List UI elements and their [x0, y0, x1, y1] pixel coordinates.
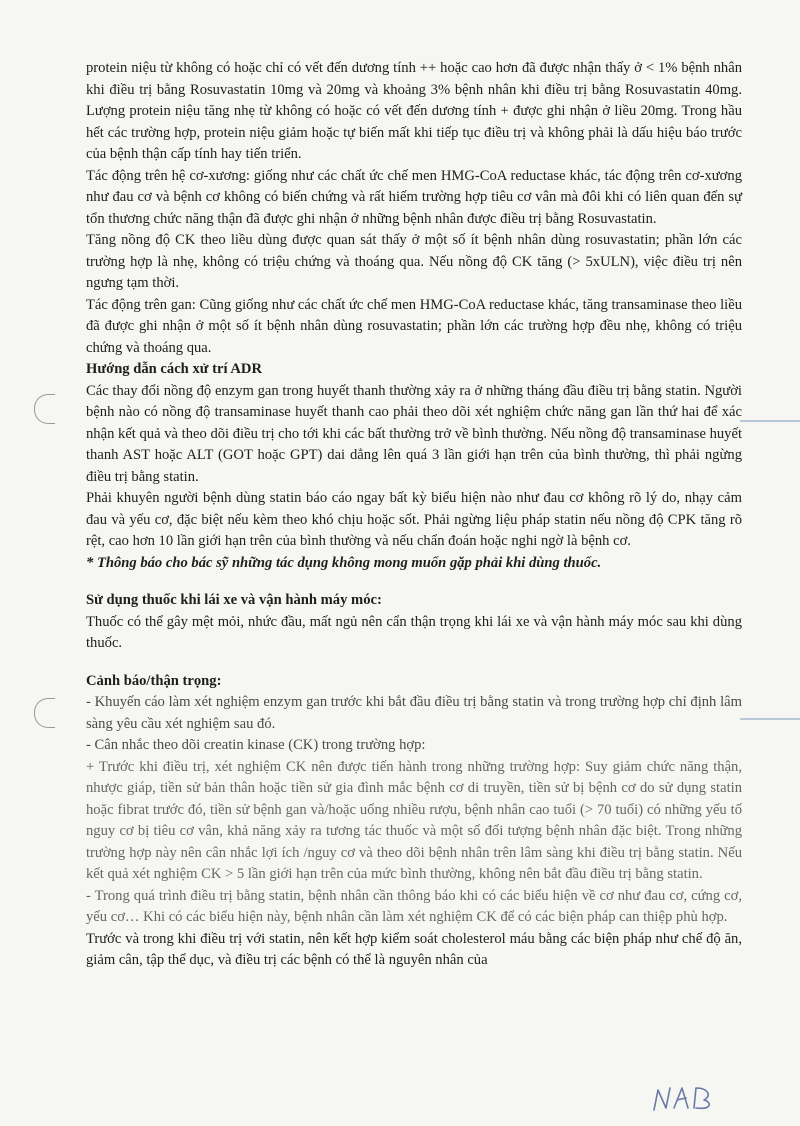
- paragraph-cholesterol-control: Trước và trong khi điều trị với statin, nên kết hợp kiểm soát cholesterol máu bằng các biện pháp như chế độ ăn, giảm cân, tập thể dục, và điều trị các bệnh có thể là nguyên nhân của: [86, 930, 742, 968]
- paragraph-patient-advice: Phải khuyên người bệnh dùng statin báo cáo ngay bất kỳ biểu hiện nào như đau cơ không rõ lý do, nhạy cảm đau và yếu cơ, đặc biệt nếu kèm theo khó chịu hoặc sốt. Phải ngừng liệu pháp statin nếu nồng độ CPK tăng rõ rệt, cao hơn 10 lần giới hạn trên của bình thường và nếu chẩn đoán hoặc nghi ngờ là bệnh cơ.: [86, 490, 742, 549]
- caution-before-treatment: + Trước khi điều trị, xét nghiệm CK nên được tiến hành trong những trường hợp: Suy giảm chức năng thận, nhược giáp, tiền sử bản thân hoặc tiền sử gia đình mắc bệnh cơ di truyền, tiền sử bị bệnh cơ do sử dụng statin hoặc fibrat trước đó, tiền sử bệnh gan và/hoặc uống nhiều rượu, bệnh nhân cao tuổi (> 70 tuổi) có những yếu tố nguy cơ bị tiêu cơ vân, khả năng xảy ra tương tác thuốc và một số đối tượng bệnh nhân đặc biệt. Trong những trường hợp này nên cân nhắc lợi ích /nguy cơ và theo dõi bệnh nhân trên lâm sàng khi điều trị bằng statin. Nếu kết quả xét nghiệm CK > 5 lần giới hạn trên của mức bình thường, không nên bắt đầu điều trị bằng statin.: [86, 758, 742, 882]
- binder-hole-bottom: [34, 698, 55, 728]
- margin-rule-top: [740, 420, 800, 422]
- paragraph-ck-levels: Tăng nồng độ CK theo liều dùng được quan sát thấy ở một số ít bệnh nhân dùng rosuvastatin; phần lớn các trường hợp là nhẹ, không có triệu chứng và thoáng qua. Nếu nồng độ CK tăng (> 5xULN), việc điều trị nên ngưng tạm thời.: [86, 232, 742, 291]
- caution-ck-monitoring: - Cân nhắc theo dõi creatin kinase (CK) trong trường hợp:: [86, 737, 426, 753]
- warning-notify-doctor: * Thông báo cho bác sỹ những tác dụng không mong muốn gặp phải khi dùng thuốc.: [86, 554, 602, 571]
- heading-adr: Hướng dẫn cách xử trí ADR: [86, 361, 263, 377]
- paragraph-musculoskeletal: Tác động trên hệ cơ-xương: giống như các chất ức chế men HMG-CoA reductase khác, tác động trên cơ-xương như đau cơ và bệnh cơ không có biến chứng và rất hiếm trường hợp tiêu cơ vân mà đôi khi có liên quan đến sự tổn thương chức năng thận đã được ghi nhận ở những bệnh nhân được điều trị bằng Rosuvastatin.: [86, 167, 742, 227]
- heading-caution: Cảnh báo/thận trọng:: [86, 672, 222, 689]
- caution-liver-test: - Khuyến cáo làm xét nghiệm enzym gan trước khi bắt đầu điều trị bằng statin và trong trường hợp chỉ định lâm sàng yêu cầu xét nghiệm sau đó.: [86, 694, 742, 732]
- heading-driving: Sử dụng thuốc khi lái xe và vận hành máy móc:: [86, 592, 382, 608]
- margin-rule-bottom: [740, 718, 800, 720]
- paragraph-enzyme-changes: Các thay đổi nồng độ enzym gan trong huyết thanh thường xảy ra ở những tháng đầu điều trị bằng statin. Người bệnh nào có nồng độ transaminase huyết thanh cao phải theo dõi xét nghiệm chức năng gan lần thứ hai để xác nhận kết quả và theo dõi điều trị cho tới khi các bất thường trở về bình thường. Nếu nồng độ transaminase huyết thanh AST hoặc ALT (GOT hoặc GPT) dai dẳng lên quá 3 lần giới hạn trên của bình thường, thì phải ngừng điều trị bằng statin.: [86, 382, 742, 485]
- document-page: [86, 58, 742, 972]
- handwritten-initials-signature: [650, 1082, 720, 1116]
- caution-during-treatment: - Trong quá trình điều trị bằng statin, bệnh nhân cần thông báo khi có các biểu hiện về cơ như đau cơ, cứng cơ, yếu cơ… Khi có các biểu hiện này, bệnh nhân cần làm xét nghiệm CK để có các biện pháp can thiệp phù hợp.: [86, 887, 742, 925]
- paragraph-driving: Thuốc có thể gây mệt mỏi, nhức đầu, mất ngủ nên cẩn thận trọng khi lái xe và vận hành máy móc sau khi dùng thuốc.: [86, 613, 742, 651]
- paragraph-liver: Tác động trên gan: Cũng giống như các chất ức chế men HMG-CoA reductase khác, tăng transaminase theo liều đã được ghi nhận ở một số ít bệnh nhân dùng rosuvastatin; phần lớn các trường hợp đều nhẹ, không có triệu chứng và thoáng qua.: [86, 296, 742, 356]
- paragraph-proteinuria: protein niệu từ không có hoặc chỉ có vết đến dương tính ++ hoặc cao hơn đã được nhận thấy ở < 1% bệnh nhân khi điều trị bằng Rosuvastatin 10mg và 20mg và khoảng 3% bệnh nhân khi điều trị bằng Rosuvastatin 40mg. Lượng protein niệu tăng nhẹ từ không có hoặc có vết đến dương tính + được ghi nhận ở liều 20mg. Trong hầu hết các trường hợp, protein niệu giảm hoặc tự biến mất khi tiếp tục điều trị và không phải là dấu hiệu báo trước của bệnh thận cấp tính hay tiến triển.: [86, 60, 742, 162]
- binder-hole-top: [34, 394, 55, 424]
